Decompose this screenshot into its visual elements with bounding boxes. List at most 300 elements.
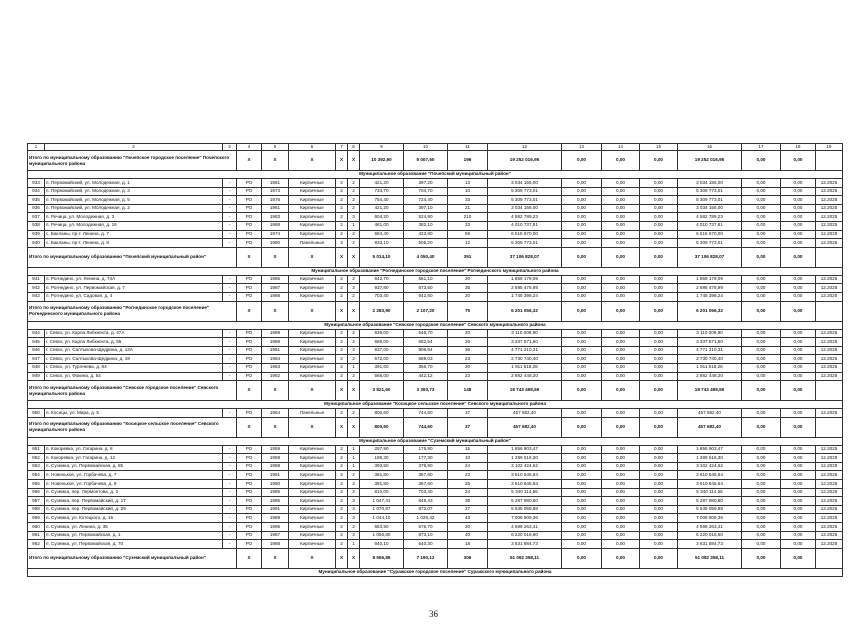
table-cell: 0,00: [562, 179, 602, 188]
table-cell: 3 110 009,90: [678, 329, 742, 338]
table-cell: 0,00: [640, 445, 678, 454]
table-cell: 442,12: [404, 372, 448, 381]
total-cell: X: [289, 151, 336, 171]
table-cell: 0,00: [602, 480, 640, 489]
total-cell: 5 014,10: [360, 247, 404, 267]
table-cell: 5 309 773,01: [678, 187, 742, 196]
table-cell: 0,00: [640, 505, 678, 514]
total-cell: 0,00: [742, 247, 781, 267]
table-cell: 0,00: [640, 372, 678, 381]
total-cell: 457 682,40: [488, 417, 562, 437]
table-cell: 5 309 773,01: [488, 239, 562, 248]
table-cell: 40: [448, 531, 488, 540]
total-cell: X: [262, 151, 289, 171]
table-cell: 5 287 980,60: [488, 497, 562, 506]
table-cell: 576,70: [404, 523, 448, 532]
section-title: Муниципальное образование "Косицкое сельское поселение" Севского муниципального района: [28, 401, 843, 409]
total-cell: 0,00: [602, 301, 640, 321]
table-cell: 12.2025: [816, 213, 843, 222]
table-cell: 0,00: [742, 221, 781, 230]
table-cell: -: [223, 204, 237, 213]
table-cell: 0,00: [781, 445, 816, 454]
table-cell: 663,90: [360, 523, 404, 532]
table-cell: -: [223, 497, 237, 506]
table-cell: РО: [237, 454, 262, 463]
table-cell: 7 008 909,36: [488, 514, 562, 523]
table-cell: 2 730 740,40: [488, 355, 562, 364]
total-cell: X: [262, 301, 289, 321]
section-heading-row: [28, 321, 843, 329]
row-number-cell: 945: [28, 338, 45, 347]
table-cell: 1981: [262, 346, 289, 355]
table-cell: -: [223, 346, 237, 355]
table-cell: 0,00: [640, 292, 678, 301]
table-cell: 1: [348, 462, 360, 471]
table-cell: 1985: [262, 488, 289, 497]
total-cell: 4 050,40: [404, 247, 448, 267]
table-cell: 1988: [262, 338, 289, 347]
table-cell: 0,00: [781, 409, 816, 418]
table-cell: 33: [448, 196, 488, 205]
table-cell: 0,00: [781, 531, 816, 540]
table-cell: 393,50: [360, 462, 404, 471]
address-cell: г. Севск, ул. Фокина, д. 54: [45, 372, 223, 381]
table-cell: 12.2025: [816, 462, 843, 471]
total-cell: 0,00: [602, 417, 640, 437]
table-cell: Кирпичные: [289, 497, 336, 506]
table-cell: 0,00: [602, 346, 640, 355]
address-cell: г. Севск, ул. Тургенева, д. 84: [45, 363, 223, 372]
table-cell: 0,00: [781, 196, 816, 205]
table-cell: 10: [448, 454, 488, 463]
table-cell: 24: [448, 488, 488, 497]
total-cell: 2 283,90: [360, 301, 404, 321]
total-cell: 0,00: [742, 151, 781, 171]
table-row: [28, 179, 843, 188]
table-cell: -: [223, 454, 237, 463]
table-cell: 2: [336, 179, 348, 188]
table-cell: 1 856 903,47: [488, 445, 562, 454]
table-cell: 0,00: [602, 284, 640, 293]
table-cell: 2: [336, 329, 348, 338]
table-cell: 10: [448, 187, 488, 196]
total-row: [28, 247, 843, 267]
table-cell: 12.2025: [816, 275, 843, 284]
table-cell: 0,00: [640, 213, 678, 222]
table-cell: 0,00: [640, 230, 678, 239]
table-cell: 2: [336, 230, 348, 239]
document-sheet: [27, 143, 842, 577]
total-cell: 10 392,60: [360, 151, 404, 171]
table-cell: 12.2025: [816, 204, 843, 213]
table-cell: 0,00: [781, 372, 816, 381]
table-cell: РО: [237, 338, 262, 347]
table-cell: -: [223, 505, 237, 514]
table-cell: 0,00: [562, 514, 602, 523]
table-cell: Кирпичные: [289, 531, 336, 540]
row-number-cell: 936: [28, 204, 45, 213]
table-cell: 0,00: [742, 292, 781, 301]
table-cell: РО: [237, 275, 262, 284]
table-cell: 0,00: [562, 221, 602, 230]
table-cell: 642,60: [404, 292, 448, 301]
total-cell: 51 092 358,11: [678, 548, 742, 568]
table-cell: 0,00: [640, 196, 678, 205]
address-cell: п. Суземка, пер. Лермонтова, д. 2: [45, 488, 223, 497]
total-cell: 37: [448, 417, 488, 437]
address-cell: п. Суземка, ул. Первомайская, д. 70: [45, 540, 223, 549]
table-cell: 744,60: [404, 409, 448, 418]
table-cell: -: [223, 230, 237, 239]
table-row: [28, 372, 843, 381]
table-cell: Кирпичные: [289, 179, 336, 188]
table-cell: РО: [237, 540, 262, 549]
table-cell: 1961: [262, 204, 289, 213]
table-cell: Кирпичные: [289, 230, 336, 239]
row-number-cell: 940: [28, 239, 45, 248]
table-cell: -: [223, 372, 237, 381]
address-cell: п. Кокоревка, ул. Гагарина, д. 8: [45, 445, 223, 454]
column-number-cell: 4: [237, 144, 262, 151]
table-cell: Кирпичные: [289, 221, 336, 230]
row-number-cell: 951: [28, 445, 45, 454]
table-cell: 0,00: [562, 540, 602, 549]
total-cell: 0,00: [781, 381, 816, 401]
table-cell: Кирпичные: [289, 363, 336, 372]
table-cell: 0,00: [781, 355, 816, 364]
table-row: [28, 239, 843, 248]
total-cell: 19 252 016,95: [678, 151, 742, 171]
column-number-cell: 2: [45, 144, 223, 151]
address-cell: п. Речица, ул. Молодежная, д. 3: [45, 213, 223, 222]
table-cell: РО: [237, 363, 262, 372]
table-cell: Кирпичные: [289, 471, 336, 480]
row-number-cell: 952: [28, 454, 45, 463]
table-cell: Кирпичные: [289, 196, 336, 205]
table-cell: 3 034 156,00: [678, 179, 742, 188]
table-cell: 0,00: [562, 363, 602, 372]
table-cell: -: [223, 462, 237, 471]
table-cell: 635,00: [360, 329, 404, 338]
total-cell: 19 252 016,95: [488, 151, 562, 171]
total-row: [28, 151, 843, 171]
table-cell: 0,00: [640, 355, 678, 364]
table-cell: РО: [237, 329, 262, 338]
table-cell: 0,00: [640, 329, 678, 338]
table-row: [28, 196, 843, 205]
table-row: [28, 230, 843, 239]
address-cell: п. Новенькое, ул. Горбачева, д. 7: [45, 471, 223, 480]
column-number-cell: 9: [360, 144, 404, 151]
table-cell: 0,00: [602, 531, 640, 540]
table-cell: 33: [448, 221, 488, 230]
row-number-cell: 953: [28, 462, 45, 471]
table-cell: 1 859 179,09: [488, 275, 562, 284]
address-cell: г. Севск, ул. Карла Либкнехта, д. 55: [45, 338, 223, 347]
table-cell: РО: [237, 346, 262, 355]
table-cell: 1991: [262, 505, 289, 514]
column-number-cell: 5: [262, 144, 289, 151]
table-cell: 2: [348, 329, 360, 338]
table-cell: 0,00: [562, 292, 602, 301]
table-cell: РО: [237, 523, 262, 532]
table-cell: 23: [448, 372, 488, 381]
table-cell: -: [223, 488, 237, 497]
row-number-cell: 956: [28, 488, 45, 497]
total-label: Итого по муниципальному образованию "Севское городское поселение" Севского муниципального района: [28, 381, 237, 401]
total-cell: 0,00: [562, 548, 602, 568]
total-cell: X: [289, 381, 336, 401]
table-cell: -: [223, 409, 237, 418]
table-cell: 0,00: [602, 514, 640, 523]
total-row: [28, 548, 843, 568]
row-number-cell: 946: [28, 346, 45, 355]
table-cell: 0,00: [742, 523, 781, 532]
table-row: [28, 346, 843, 355]
total-label: Итого по муниципальному образованию "Почепский муниципальный район": [28, 247, 237, 267]
table-cell: 0,00: [742, 213, 781, 222]
address-cell: г. Севск, ул. Салтыкова-Щедрина, д. 19: [45, 355, 223, 364]
total-cell: 391: [448, 247, 488, 267]
table-cell: 12.2025: [816, 531, 843, 540]
table-cell: 0,00: [742, 488, 781, 497]
table-cell: 1968: [262, 462, 289, 471]
table-cell: РО: [237, 471, 262, 480]
address-cell: п. Первомайский, ул. Молодежная, д. 3: [45, 187, 223, 196]
table-row: [28, 445, 843, 454]
table-cell: 0,00: [742, 497, 781, 506]
table-cell: 12.2025: [816, 480, 843, 489]
table-cell: -: [223, 213, 237, 222]
table-cell: 1961: [262, 179, 289, 188]
table-cell: 589,03: [404, 355, 448, 364]
table-cell: 12.2025: [816, 221, 843, 230]
address-cell: с. Бакланы, пр-т. Ленина, д. 7: [45, 230, 223, 239]
table-cell: 26: [448, 338, 488, 347]
table-cell: 0,00: [781, 338, 816, 347]
table-cell: 0,00: [640, 284, 678, 293]
table-cell: 2: [336, 445, 348, 454]
table-cell: 3 034 156,00: [488, 179, 562, 188]
table-cell: 0,00: [742, 239, 781, 248]
table-cell: 0,00: [602, 540, 640, 549]
table-cell: 0,00: [602, 230, 640, 239]
table-cell: 0,00: [562, 471, 602, 480]
table-cell: 457 682,40: [678, 409, 742, 418]
table-cell: 2: [336, 187, 348, 196]
table-cell: 0,00: [640, 363, 678, 372]
table-cell: 0,00: [742, 445, 781, 454]
table-cell: 210: [448, 213, 488, 222]
table-cell: 4 010 737,81: [488, 221, 562, 230]
table-cell: 0,00: [742, 230, 781, 239]
total-cell: X: [348, 301, 360, 321]
total-cell: 0,00: [602, 247, 640, 267]
table-cell: 1984: [262, 355, 289, 364]
section-heading-row: [28, 437, 843, 445]
table-cell: -: [223, 196, 237, 205]
table-cell: 0,00: [742, 480, 781, 489]
table-row: [28, 338, 843, 347]
total-row: [28, 417, 843, 437]
address-cell: п. Рогнедино, ул. Садовая, д. 4: [45, 292, 223, 301]
table-cell: 0,00: [562, 329, 602, 338]
table-cell: 0,00: [781, 204, 816, 213]
table-cell: 0,00: [742, 454, 781, 463]
table-cell: РО: [237, 284, 262, 293]
table-cell: 0,00: [602, 239, 640, 248]
section-title: Муниципальное образование "Суражское городское поселение" Суражского муниципального района: [28, 568, 843, 576]
table-cell: 0,00: [602, 409, 640, 418]
total-cell: 0,00: [742, 301, 781, 321]
table-cell: 12.2025: [816, 187, 843, 196]
table-cell: 2: [348, 480, 360, 489]
row-number-cell: 943: [28, 292, 45, 301]
table-cell: РО: [237, 179, 262, 188]
table-cell: 257,90: [360, 445, 404, 454]
table-cell: 1959: [262, 454, 289, 463]
table-cell: 0,00: [602, 338, 640, 347]
table-cell: 0,00: [781, 497, 816, 506]
table-cell: 5 340 114,56: [678, 488, 742, 497]
total-cell: X: [289, 417, 336, 437]
table-cell: 27: [448, 505, 488, 514]
table-cell: 2: [336, 505, 348, 514]
table-row: [28, 454, 843, 463]
total-cell: 18 743 498,69: [488, 381, 562, 401]
section-heading-row: [28, 401, 843, 409]
table-cell: РО: [237, 531, 262, 540]
table-cell: 12.2025: [816, 540, 843, 549]
table-cell: 24: [448, 462, 488, 471]
table-cell: 0,00: [742, 462, 781, 471]
table-cell: -: [223, 329, 237, 338]
total-cell: 0,00: [562, 247, 602, 267]
table-cell: 0,00: [562, 531, 602, 540]
total-cell: X: [237, 151, 262, 171]
table-cell: 0,00: [602, 187, 640, 196]
table-cell: -: [223, 355, 237, 364]
section-heading-row: [28, 171, 843, 179]
total-row: [28, 381, 843, 401]
table-cell: 2: [336, 480, 348, 489]
table-row: [28, 363, 843, 372]
table-cell: 2: [336, 284, 348, 293]
table-cell: -: [223, 445, 237, 454]
table-cell: РО: [237, 213, 262, 222]
table-cell: 704,70: [404, 187, 448, 196]
total-cell: X: [336, 151, 348, 171]
table-cell: 754,40: [360, 196, 404, 205]
address-cell: п. Суземка, ул. Ленина, д. 35: [45, 523, 223, 532]
total-cell: 0,00: [640, 247, 678, 267]
total-cell: X: [348, 247, 360, 267]
table-cell: 1985: [262, 497, 289, 506]
table-cell: 652,54: [404, 338, 448, 347]
table-cell: Кирпичные: [289, 355, 336, 364]
table-cell: 6 515 670,00: [678, 230, 742, 239]
total-cell: 0,00: [742, 381, 781, 401]
table-cell: 1 289 516,30: [488, 454, 562, 463]
address-cell: п. Косицы, ул. Мира, д. 5: [45, 409, 223, 418]
table-cell: 2: [336, 514, 348, 523]
table-cell: 12.2025: [816, 230, 843, 239]
table-cell: 0,00: [562, 239, 602, 248]
table-cell: 0,00: [781, 221, 816, 230]
table-cell: 12.2025: [816, 471, 843, 480]
table-cell: 25: [448, 480, 488, 489]
table-cell: 12.2025: [816, 372, 843, 381]
row-number-cell: 947: [28, 355, 45, 364]
table-cell: 22: [448, 471, 488, 480]
table-cell: 0,00: [742, 363, 781, 372]
column-number-cell: 3: [223, 144, 237, 151]
row-number-cell: 955: [28, 480, 45, 489]
table-cell: 1 047,41: [360, 497, 404, 506]
table-cell: 0,00: [602, 213, 640, 222]
table-cell: 0,00: [781, 329, 816, 338]
table-cell: 397,20: [404, 179, 448, 188]
table-cell: 1980: [262, 480, 289, 489]
table-cell: Кирпичные: [289, 187, 336, 196]
row-number-cell: 942: [28, 284, 45, 293]
row-number-cell: 941: [28, 275, 45, 284]
table-cell: 382,10: [404, 221, 448, 230]
total-cell: 800,60: [360, 417, 404, 437]
table-cell: 0,00: [640, 462, 678, 471]
column-number-cell: 19: [816, 144, 843, 151]
table-cell: 0,00: [640, 480, 678, 489]
table-cell: -: [223, 275, 237, 284]
table-cell: 0,00: [742, 355, 781, 364]
total-cell: 0,00: [602, 151, 640, 171]
table-cell: 3 337 571,60: [678, 338, 742, 347]
table-cell: 421,20: [360, 179, 404, 188]
table-cell: 381,80: [360, 471, 404, 480]
table-cell: 937,80: [360, 284, 404, 293]
total-cell: 0,00: [640, 417, 678, 437]
table-cell: 873,10: [404, 531, 448, 540]
table-cell: 2: [336, 523, 348, 532]
table-cell: 5 340 114,56: [488, 488, 562, 497]
table-cell: 0,00: [781, 292, 816, 301]
table-cell: 0,00: [602, 363, 640, 372]
table-cell: 604,20: [360, 213, 404, 222]
table-cell: 0,00: [602, 445, 640, 454]
table-cell: -: [223, 523, 237, 532]
table-cell: 0,00: [742, 338, 781, 347]
table-cell: 0,00: [602, 454, 640, 463]
table-cell: 457 682,40: [488, 409, 562, 418]
table-cell: 0,00: [742, 409, 781, 418]
table-cell: Кирпичные: [289, 372, 336, 381]
table-cell: -: [223, 363, 237, 372]
table-cell: РО: [237, 462, 262, 471]
total-cell: 196: [448, 151, 488, 171]
table-cell: 3: [348, 284, 360, 293]
table-row: [28, 540, 843, 549]
total-cell: 75: [448, 301, 488, 321]
table-cell: 2: [348, 409, 360, 418]
table-cell: РО: [237, 488, 262, 497]
table-cell: 0,00: [781, 462, 816, 471]
table-cell: 4 771 210,31: [678, 346, 742, 355]
total-cell: 0,00: [640, 548, 678, 568]
table-cell: 0,00: [602, 488, 640, 497]
table-cell: Панельные: [289, 239, 336, 248]
table-cell: 0,00: [602, 179, 640, 188]
table-cell: -: [223, 179, 237, 188]
